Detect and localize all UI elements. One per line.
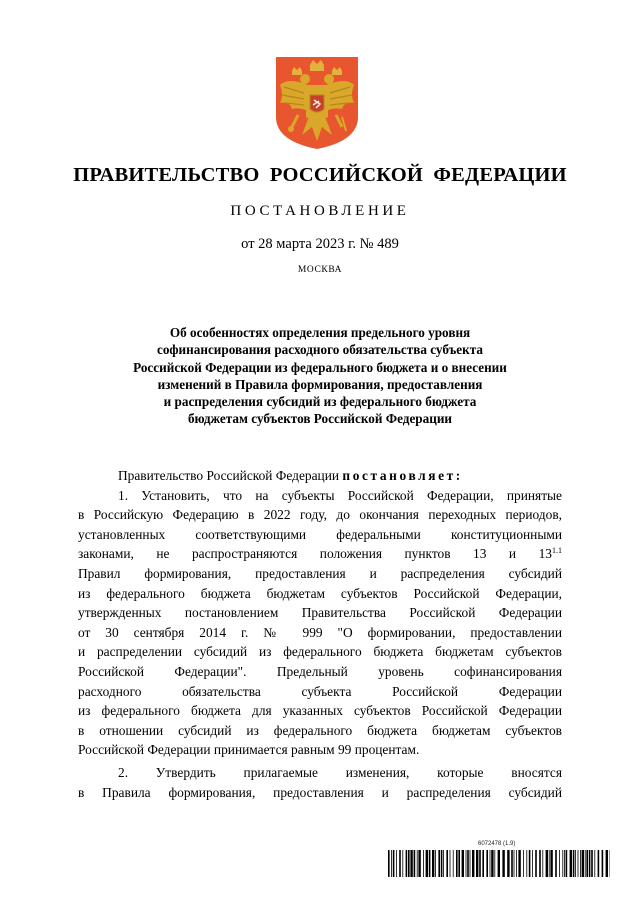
document-code: 6072478 (1.9) — [478, 841, 516, 847]
paragraph-line: расходного обязательства субъекта Российской Федерации — [78, 683, 562, 699]
intro-line — [78, 466, 562, 486]
document-date-number: от 28 марта 2023 г. № 489 — [241, 236, 399, 252]
paragraph-line: в Правила формирования, предоставления и распределения субсидий — [78, 784, 562, 800]
heading-line: Российской Федерации из федерального бюджета и о внесении — [133, 359, 507, 375]
paragraph-line: Российской Федерации". Предельный уровень софинансирования — [78, 663, 562, 679]
paragraph-line: в отношении субсидий из федерального бюджета бюджетам субъектов — [78, 722, 562, 738]
heading-line: изменений в Правила формирования, предоставления — [157, 376, 483, 392]
heading-line: бюджетам субъектов Российской Федерации — [187, 411, 453, 427]
paragraph-line: от 30 сентября 2014 г. № 999 "О формировании, предоставлении — [78, 624, 562, 640]
document-type: ПОСТАНОВЛЕНИЕ — [230, 203, 410, 219]
paragraph-line — [78, 544, 562, 564]
footnote-superscript: 1.1 — [552, 546, 562, 556]
paragraph-line: 2. Утвердить прилагаемые изменения, которые вносятся — [118, 764, 562, 780]
paragraph-line: Российской Федерации принимается равным 99 процентам. — [78, 742, 420, 758]
government-title: ПРАВИТЕЛЬСТВО РОССИЙСКОЙ ФЕДЕРАЦИИ — [73, 164, 567, 186]
heading-line: и распределения субсидий из федерального бюджета — [163, 394, 477, 410]
coat-of-arms-icon — [274, 55, 360, 151]
paragraph-line: из федерального бюджета для указанных субъектов Российской Федерации — [78, 703, 562, 719]
intro-text: Правительство Российской Федерации — [118, 468, 340, 483]
heading-line: Об особенностях определения предельного уровня — [169, 325, 471, 340]
decree-word: постановляет: — [342, 468, 463, 483]
paragraph-line: в Российскую Федерацию в 2022 году, до окончания переходных периодов, — [78, 507, 562, 523]
paragraph-line: 1. Установить, что на субъекты Российской Федерации, принятые — [118, 487, 562, 503]
heading-line: софинансирования расходного обязательства субъекта — [156, 342, 483, 358]
barcode-icon — [388, 850, 610, 877]
paragraph-line-text: законами, не распространяются положения пунктов 13 и 13 — [78, 546, 552, 562]
document-body — [78, 466, 562, 802]
document-heading — [80, 324, 560, 428]
paragraph-line: Правил формирования, предоставления и распределения субсидий — [78, 565, 562, 581]
paragraph-line: и распределении субсидий из федерального бюджета бюджетам субъектов — [78, 644, 562, 660]
paragraph-line: из федерального бюджета бюджетам субъектов Российской Федерации, — [78, 585, 562, 601]
paragraph-line: утвержденных постановлением Правительства Российской Федерации — [78, 605, 562, 621]
paragraph-line: установленных соответствующими федеральными конституционными — [78, 526, 562, 542]
document-city: МОСКВА — [297, 265, 343, 275]
